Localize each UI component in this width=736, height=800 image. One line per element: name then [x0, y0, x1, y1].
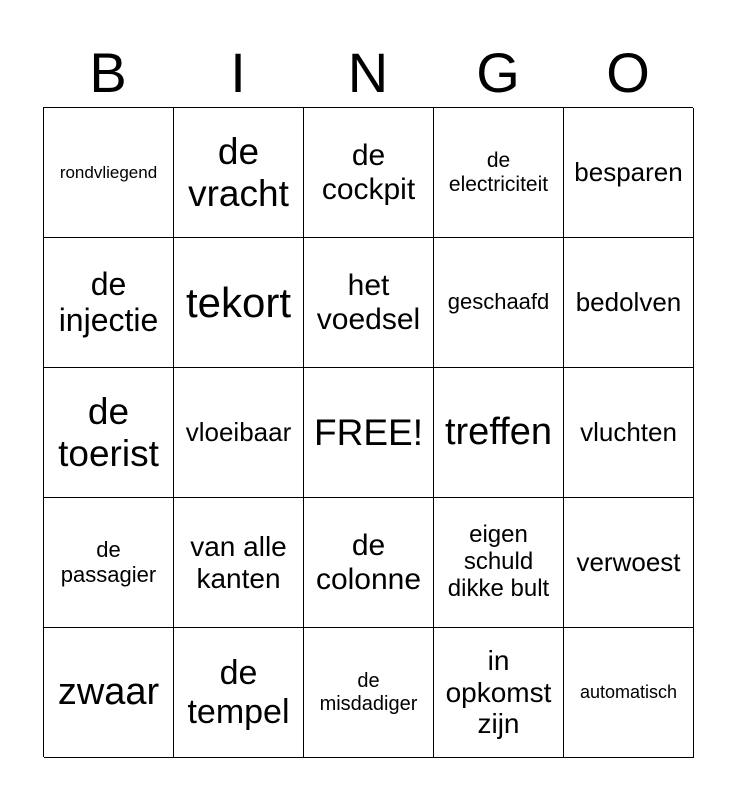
cell-text: FREE!: [314, 411, 423, 453]
bingo-header: [43, 40, 693, 106]
header-letter-o: O: [606, 41, 650, 104]
bingo-cell[interactable]: [564, 238, 694, 368]
header-letter-b: B: [89, 41, 127, 104]
bingo-cell[interactable]: [44, 108, 174, 238]
bingo-cell[interactable]: [564, 498, 694, 628]
bingo-cell[interactable]: [564, 368, 694, 498]
cell-text: het voedsel: [316, 268, 421, 336]
cell-text: vloeibaar: [185, 416, 292, 447]
bingo-cell[interactable]: [44, 368, 174, 498]
header-letter-n: N: [347, 41, 389, 104]
bingo-cell[interactable]: [564, 108, 694, 238]
bingo-cell[interactable]: [564, 628, 694, 758]
bingo-cell[interactable]: [434, 108, 564, 238]
bingo-cell[interactable]: [174, 108, 304, 238]
cell-text: automatisch: [579, 682, 678, 703]
bingo-cell[interactable]: [434, 628, 564, 758]
cell-text: vluchten: [580, 416, 677, 447]
bingo-cell[interactable]: [304, 108, 434, 238]
cell-text: van alle kanten: [190, 531, 287, 594]
cell-text: de misdadiger: [319, 670, 418, 715]
header-letter-i: I: [230, 41, 246, 104]
cell-text: eigen schuld dikke bult: [447, 521, 550, 602]
cell-text: de tempel: [187, 654, 290, 731]
bingo-cell[interactable]: [174, 498, 304, 628]
cell-text: de toerist: [58, 391, 159, 474]
bingo-cell[interactable]: [174, 368, 304, 498]
bingo-cell[interactable]: [434, 238, 564, 368]
bingo-cell[interactable]: [44, 498, 174, 628]
bingo-cell[interactable]: [174, 628, 304, 758]
cell-text: besparen: [574, 156, 683, 187]
header-letter-g: G: [476, 41, 520, 104]
bingo-cell[interactable]: [434, 498, 564, 628]
cell-text: de passagier: [60, 536, 157, 587]
bingo-cell[interactable]: [174, 238, 304, 368]
cell-text: in opkomst zijn: [445, 645, 552, 740]
bingo-cell[interactable]: [44, 628, 174, 758]
cell-text: tekort: [185, 278, 292, 326]
cell-text: verwoest: [576, 546, 681, 577]
cell-text: de vracht: [188, 131, 289, 214]
cell-text: geschaafd: [447, 289, 550, 315]
cell-text: de colonne: [315, 528, 422, 596]
cell-text: de electriciteit: [448, 148, 549, 196]
cell-text: de cockpit: [321, 138, 416, 206]
bingo-cell[interactable]: [44, 238, 174, 368]
cell-text: zwaar: [57, 671, 160, 714]
free-space-cell[interactable]: [304, 368, 434, 498]
cell-text: rondvliegend: [59, 162, 158, 182]
bingo-cell[interactable]: [434, 368, 564, 498]
cell-text: bedolven: [575, 286, 682, 317]
bingo-cell[interactable]: [304, 238, 434, 368]
bingo-cell[interactable]: [304, 498, 434, 628]
bingo-cell[interactable]: [304, 628, 434, 758]
cell-text: treffen: [444, 411, 553, 454]
bingo-board: [43, 107, 693, 757]
cell-text: de injectie: [58, 265, 159, 338]
